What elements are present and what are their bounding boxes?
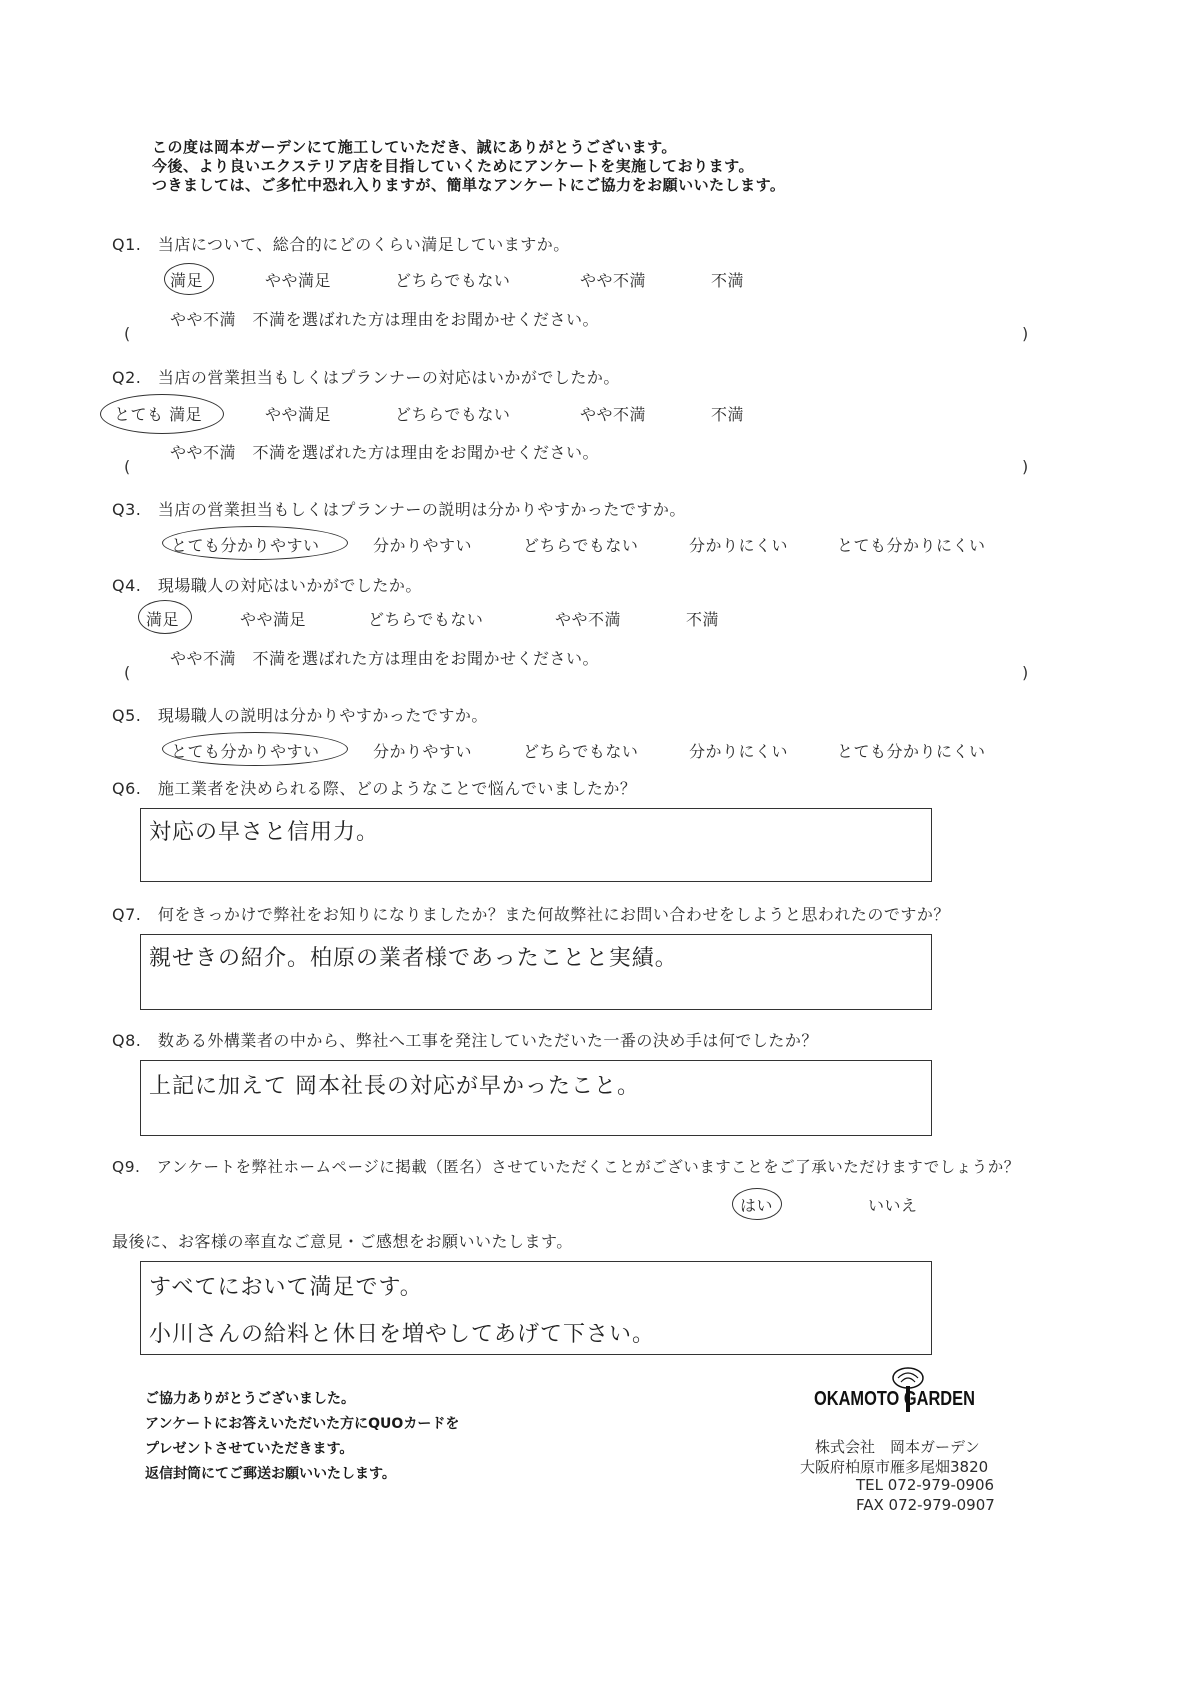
intro-line-3: つきましては、ご多忙中恐れ入りますが、簡単なアンケートにご協力をお願いいたします。 [152,176,786,194]
q2-reason-paren-close: ) [1022,457,1029,476]
q1-reason-prompt: やや不満 不満を選ばれた方は理由をお聞かせください。 [170,310,600,329]
final-answer-line-2: 小川さんの給料と休日を増やしてあげて下さい。 [149,1322,656,1347]
q2-reason-paren-open: ( [124,457,131,476]
q2-reason-prompt: やや不満 不満を選ばれた方は理由をお聞かせください。 [170,443,600,462]
intro-line-1: この度は岡本ガーデンにて施工していただき、誠にありがとうございます。 [152,138,677,156]
q4-option-4[interactable]: やや不満 [555,610,622,629]
q4-option-3[interactable]: どちらでもない [368,610,484,629]
q9-option-no[interactable]: いいえ [868,1196,918,1215]
q4-option-1[interactable]: 満足 [146,610,180,629]
q1-reason-paren-open: ( [124,324,131,343]
footer-line-1: ご協力ありがとうございました。 [145,1391,355,1407]
company-name: 株式会社 岡本ガーデン [815,1438,980,1456]
company-tel: TEL 072-979-0906 [856,1476,995,1494]
q3-option-1[interactable]: とても分かりやすい [171,536,320,555]
q4-option-2[interactable]: やや満足 [240,610,307,629]
intro-line-2: 今後、より良いエクステリア店を目指していくためにアンケートを実施しております。 [152,157,754,175]
q3-label: Q3. 当店の営業担当もしくはプランナーの説明は分かりやすかったですか。 [112,500,686,519]
q1-label: Q1. 当店について、総合的にどのくらい満足していますか。 [112,235,570,254]
q8-label: Q8. 数ある外構業者の中から、弊社へ工事を発注していただいた一番の決め手は何でしたか？ [112,1031,818,1050]
q7-answer: 親せきの紹介。柏原の業者様であったことと実績。 [149,946,678,971]
q2-label: Q2. 当店の営業担当もしくはプランナーの対応はいかがでしたか。 [112,368,620,387]
q8-answer-box[interactable] [140,1060,932,1136]
q3-option-5[interactable]: とても分かりにくい [837,536,986,555]
q1-option-5[interactable]: 不満 [711,271,745,290]
q6-label: Q6. 施工業者を決められる際、どのようなことで悩んでいましたか？ [112,779,637,798]
logo-text: OKAMOTO GARDEN [813,1388,975,1410]
q4-reason-paren-close: ) [1022,663,1029,682]
q9-option-yes[interactable]: はい [740,1196,774,1215]
footer-line-2: アンケートにお答えいただいた方にQUOカードを [145,1416,460,1432]
q7-label: Q7. 何をきっかけで弊社をお知りになりましたか？また何故弊社にお問い合わせをしようと思われたのですか？ [112,905,950,924]
q6-answer: 対応の早さと信用力。 [149,820,380,845]
final-answer-line-1: すべてにおいて満足です。 [149,1275,423,1300]
q4-reason-paren-open: ( [124,663,131,682]
q2-option-2[interactable]: やや満足 [265,405,332,424]
q6-answer-box[interactable] [140,808,932,882]
footer-line-4: 返信封筒にてご郵送お願いいたします。 [145,1466,396,1482]
q1-option-4[interactable]: やや不満 [580,271,647,290]
q3-option-4[interactable]: 分かりにくい [689,536,789,555]
q5-label: Q5. 現場職人の説明は分かりやすかったですか。 [112,706,488,725]
q1-option-1[interactable]: 満足 [170,271,204,290]
q5-option-1[interactable]: とても分かりやすい [171,742,320,761]
q2-option-3[interactable]: どちらでもない [395,405,511,424]
q1-reason-paren-close: ) [1022,324,1029,343]
company-address: 大阪府柏原市雁多尾畑3820 [800,1458,989,1476]
company-fax: FAX 072-979-0907 [856,1496,995,1514]
q2-option-5[interactable]: 不満 [711,405,745,424]
q5-option-5[interactable]: とても分かりにくい [837,742,986,761]
q9-label: Q9. アンケートを弊社ホームページに掲載（匿名）させていただくことがございますことをご了承いただけますでしょうか？ [112,1158,1020,1176]
q4-option-5[interactable]: 不満 [686,610,720,629]
q5-option-3[interactable]: どちらでもない [523,742,639,761]
q3-option-2[interactable]: 分かりやすい [373,536,473,555]
q1-option-2[interactable]: やや満足 [265,271,332,290]
q2-option-1[interactable]: とても 満足 [114,405,203,424]
q4-label: Q4. 現場職人の対応はいかがでしたか。 [112,576,422,595]
q5-option-2[interactable]: 分かりやすい [373,742,473,761]
q4-reason-prompt: やや不満 不満を選ばれた方は理由をお聞かせください。 [170,649,600,668]
q1-option-3[interactable]: どちらでもない [395,271,511,290]
q3-option-3[interactable]: どちらでもない [523,536,639,555]
q2-option-4[interactable]: やや不満 [580,405,647,424]
footer-line-3: プレゼントさせていただきます。 [145,1441,354,1457]
q8-answer: 上記に加えて 岡本社長の対応が早かったこと。 [149,1074,640,1099]
q7-answer-box[interactable] [140,934,932,1010]
final-answer-box[interactable] [140,1261,932,1355]
q5-option-4[interactable]: 分かりにくい [689,742,789,761]
final-label: 最後に、お客様の率直なご意見・ご感想をお願いいたします。 [112,1232,573,1251]
company-logo [810,1366,1016,1416]
